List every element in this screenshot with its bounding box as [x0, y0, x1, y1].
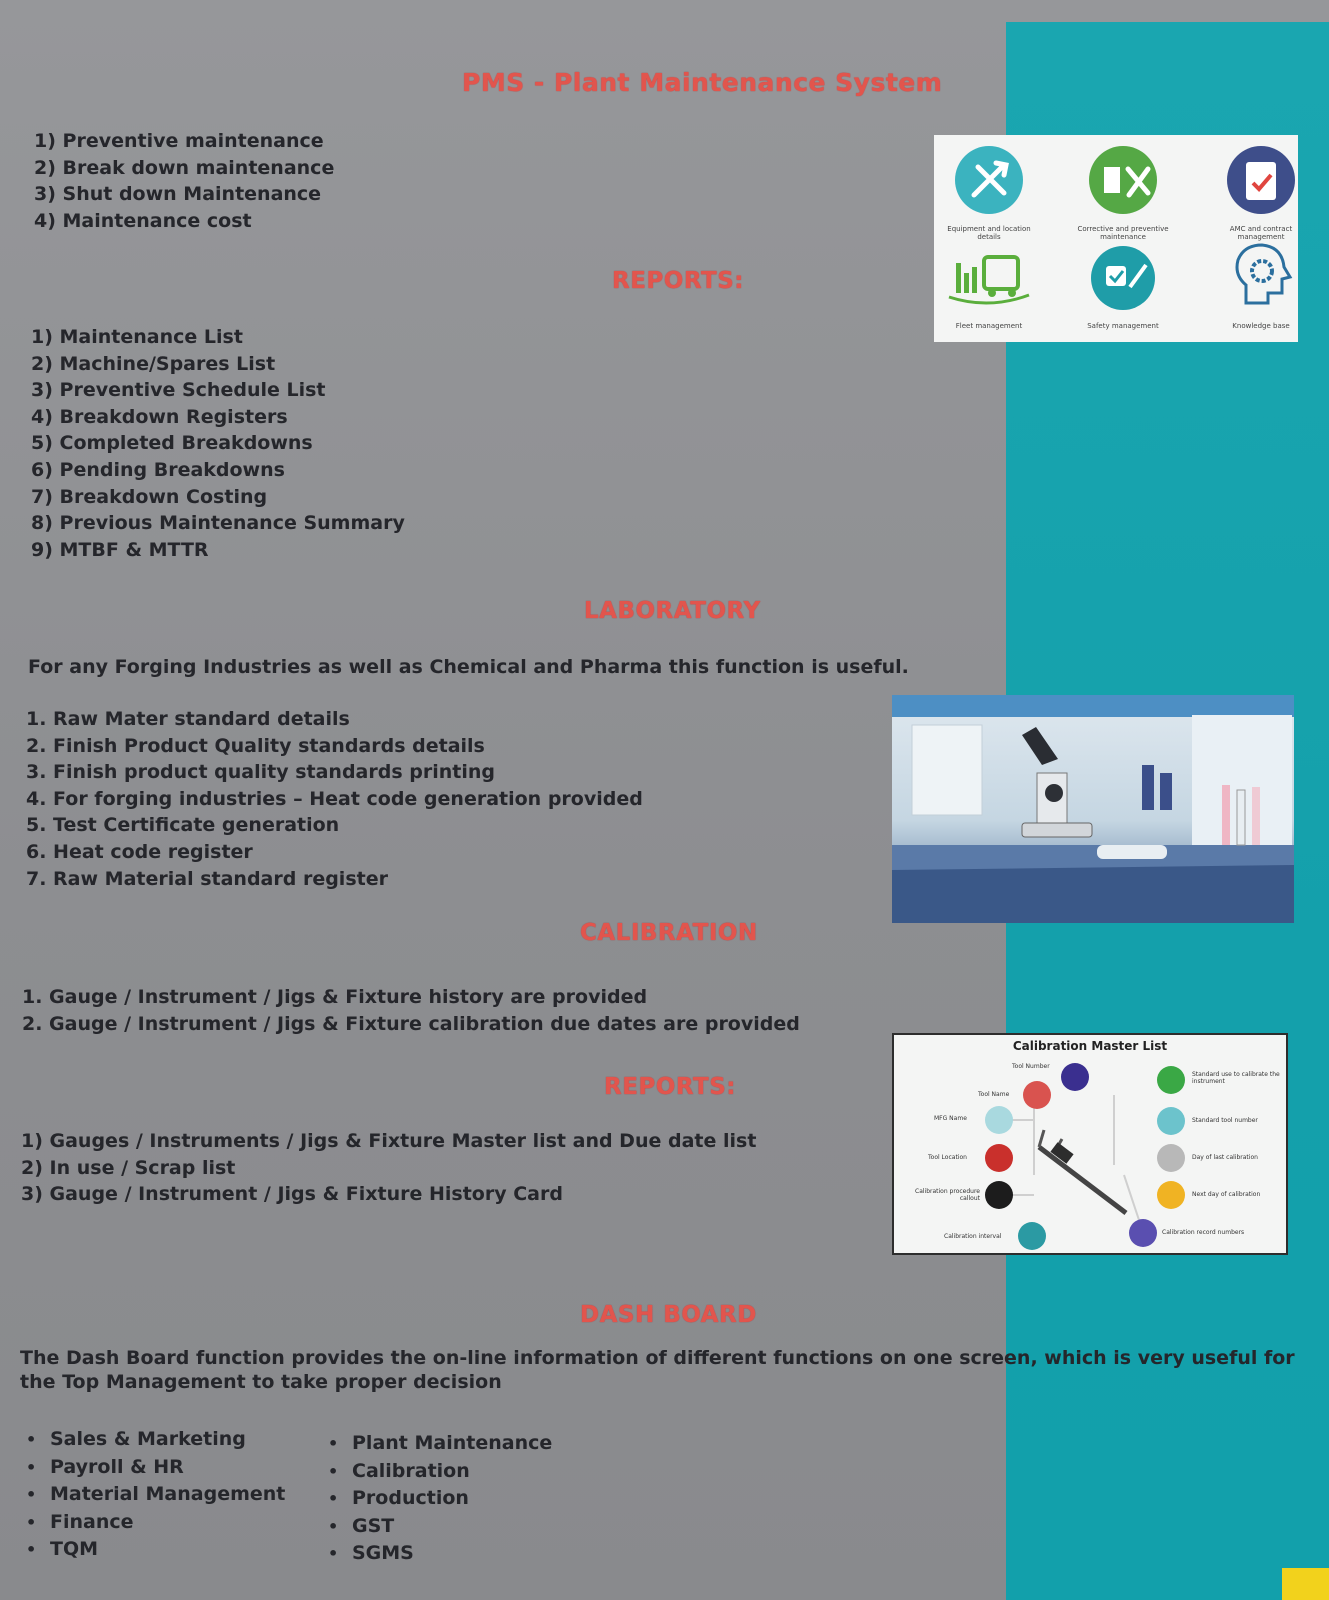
calib-label: Day of last calibration — [1192, 1154, 1258, 1161]
calibration-master-card — [892, 1033, 1288, 1255]
wrench-icon — [1089, 146, 1157, 214]
list-item: 2) Machine/Spares List — [31, 352, 276, 375]
knowledge-icon — [1237, 245, 1290, 303]
list-item: • Payroll & HR — [26, 1454, 285, 1482]
icon-label: Safety management — [1087, 322, 1159, 330]
clipboard-icon — [1227, 146, 1295, 214]
calibration-list — [22, 984, 800, 1037]
reports-list — [31, 324, 405, 563]
pms-list — [34, 128, 334, 234]
laboratory-heading: LABORATORY — [584, 598, 761, 624]
calib-label: Calibration procedure callout — [915, 1188, 980, 1202]
dashboard-col2 — [328, 1430, 552, 1568]
calib-label: MFG Name — [934, 1115, 967, 1122]
list-item: 4. For forging industries – Heat code generation provided — [26, 787, 643, 810]
reports-heading: REPORTS: — [612, 268, 744, 294]
fleet-icon — [949, 257, 1029, 303]
list-item: 7) Breakdown Costing — [31, 485, 268, 508]
icon-label: Knowledge base — [1232, 322, 1290, 330]
calib-label: Tool Name — [978, 1091, 1010, 1098]
calib-label: Next day of calibration — [1192, 1191, 1261, 1198]
list-item: 2) In use / Scrap list — [21, 1156, 236, 1179]
calibration-diagram — [894, 1035, 1286, 1253]
list-item: 2. Gauge / Instrument / Jigs & Fixture calibration due dates are provided — [22, 1012, 800, 1035]
list-item: • SGMS — [328, 1540, 552, 1568]
calibration-card-title: Calibration Master List — [1012, 1039, 1168, 1053]
icon-label: Corrective and preventive maintenance — [1077, 225, 1169, 241]
list-item: 5) Completed Breakdowns — [31, 432, 313, 455]
dashboard-heading: DASH BOARD — [580, 1302, 757, 1328]
list-item: 4) Maintenance cost — [34, 209, 252, 232]
icon-label: AMC and contract management — [1229, 225, 1293, 241]
list-item: 5. Test Certificate generation — [26, 814, 340, 837]
laboratory-intro: For any Forging Industries as well as Chemical and Pharma this function is useful. — [28, 656, 909, 678]
list-item: 3. Finish product quality standards printing — [26, 761, 495, 784]
list-item: • Finance — [26, 1509, 285, 1537]
list-item: • Sales & Marketing — [26, 1426, 285, 1454]
list-item: 3) Shut down Maintenance — [34, 183, 322, 206]
calib-label: Standard use to calibrate the instrument — [1192, 1071, 1280, 1085]
list-item: 4) Breakdown Registers — [31, 405, 288, 428]
icon-label: Equipment and location details — [947, 225, 1031, 241]
calib-label: Tool Location — [928, 1154, 967, 1161]
calibration-reports-heading: REPORTS: — [604, 1074, 736, 1100]
list-item: • Material Management — [26, 1481, 285, 1509]
calib-label: Standard tool number — [1192, 1117, 1258, 1124]
list-item: • Plant Maintenance — [328, 1430, 552, 1458]
laboratory-photo — [892, 695, 1294, 923]
calib-label: Calibration interval — [944, 1233, 1002, 1240]
yellow-corner-accent — [1282, 1568, 1329, 1600]
list-item: 1) Gauges / Instruments / Jigs & Fixture Master list and Due date list — [21, 1130, 757, 1152]
list-item: 1) Maintenance List — [31, 326, 243, 348]
calib-label: Calibration record numbers — [1162, 1229, 1245, 1236]
list-item: 1. Gauge / Instrument / Jigs & Fixture history are provided — [22, 986, 648, 1008]
list-item: 2) Break down maintenance — [34, 156, 335, 179]
list-item: 2. Finish Product Quality standards details — [26, 734, 485, 757]
icon-label: Fleet management — [955, 322, 1023, 330]
dashboard-intro: The Dash Board function provides the on-line information of different functions on one screen, which is very useful for the Top Management to take proper decision — [20, 1347, 1295, 1393]
list-item: 9) MTBF & MTTR — [31, 538, 209, 561]
list-item: • GST — [328, 1513, 552, 1541]
list-item: • Production — [328, 1485, 552, 1513]
list-item: 1. Raw Mater standard details — [26, 708, 350, 730]
list-item: • Calibration — [328, 1458, 552, 1486]
laboratory-list — [26, 706, 643, 892]
list-item: 3) Gauge / Instrument / Jigs & Fixture History Card — [21, 1183, 563, 1206]
list-item: 8) Previous Maintenance Summary — [31, 512, 405, 535]
maintenance-icons-card — [934, 135, 1298, 342]
microscope-lab-illustration — [892, 695, 1294, 923]
list-item: 3) Preventive Schedule List — [31, 379, 326, 402]
caliper-icon — [1039, 1130, 1126, 1213]
list-item: 7. Raw Material standard register — [26, 867, 388, 890]
dashboard-col1 — [26, 1426, 285, 1564]
list-item: • TQM — [26, 1536, 285, 1564]
safety-icon — [1091, 246, 1155, 310]
calibration-heading: CALIBRATION — [580, 920, 758, 946]
list-item: 1) Preventive maintenance — [34, 130, 324, 152]
calibration-reports-list — [21, 1128, 756, 1208]
calib-label: Tool Number — [1012, 1063, 1050, 1070]
list-item: 6) Pending Breakdowns — [31, 458, 285, 481]
tools-icon — [955, 146, 1023, 214]
page-title: PMS - Plant Maintenance System — [462, 68, 943, 97]
list-item: 6. Heat code register — [26, 840, 253, 863]
